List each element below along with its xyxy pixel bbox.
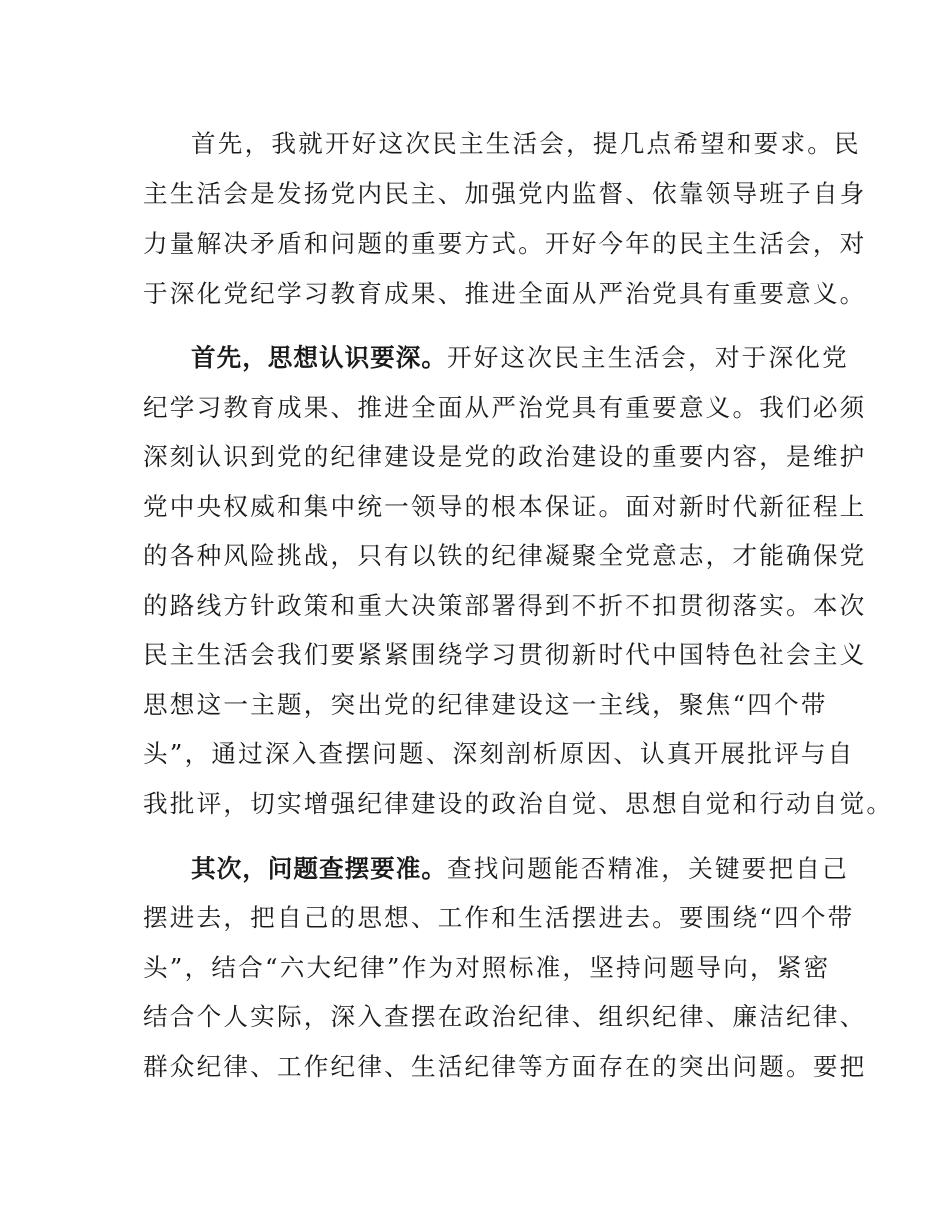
paragraph-3-line-3: 头”，结合“六大纪律”作为对照标准，坚持问题导向，紧密 [143, 953, 831, 982]
paragraph-3-line-5: 群众纪律、工作纪律、生活纪律等方面存在的突出问题。要把 [143, 1052, 867, 1081]
paragraph-2-line-10: 我批评，切实增强纪律建设的政治自觉、思想自觉和行动自觉。 [143, 789, 894, 818]
paragraph-1-line-2: 主生活会是发扬党内民主、加强党内监督、依靠领导班子自身 [143, 179, 867, 208]
paragraph-3-line-1 [191, 849, 871, 889]
paragraph-3-line-4: 结合个人实际，深入查摆在政治纪律、组织纪律、廉洁纪律、 [143, 1002, 867, 1031]
paragraph-2-line-3: 深刻认识到党的纪律建设是党的政治建设的重要内容，是维护 [143, 442, 867, 471]
paragraph-2-line-6: 的路线方针政策和重大决策部署得到不折不扣贯彻落实。本次 [143, 591, 867, 620]
paragraph-1-line-4: 于深化党纪学习教育成果、推进全面从严治党具有重要意义。 [143, 279, 867, 308]
paragraph-3-heading: 其次，问题查摆要准。 [191, 854, 447, 883]
paragraph-2-line-9: 头”，通过深入查摆问题、深刻剖析原因、认真开展批评与自 [143, 739, 855, 768]
paragraph-1-line-1: 首先，我就开好这次民主生活会，提几点希望和要求。民 [191, 129, 861, 158]
paragraph-2-line-7: 民主生活会我们要紧紧围绕学习贯彻新时代中国特色社会主义 [143, 640, 867, 669]
paragraph-2-line-8: 思想这一主题，突出党的纪律建设这一主线，聚焦“四个带 [143, 690, 828, 719]
paragraph-2-line-4: 党中央权威和集中统一领导的根本保证。面对新时代新征程上 [143, 492, 867, 521]
paragraph-1-line-3: 力量解决矛盾和问题的重要方式。开好今年的民主生活会，对 [143, 229, 867, 258]
paragraph-2-line-1-text: 开好这次民主生活会，对于深化党 [446, 343, 849, 372]
paragraph-2-line-5: 的各种风险挑战，只有以铁的纪律凝聚全党意志，才能确保党 [143, 541, 867, 570]
paragraph-2-heading: 首先，思想认识要深。 [191, 343, 447, 372]
paragraph-2-line-1 [191, 338, 871, 378]
paragraph-3-line-2: 摆进去，把自己的思想、工作和生活摆进去。要围绕“四个带 [143, 903, 855, 932]
paragraph-3-line-1-text: 查找问题能否精准，关键要把自己 [446, 854, 849, 883]
paragraph-2-line-2: 纪学习教育成果、推进全面从严治党具有重要意义。我们必须 [143, 393, 867, 422]
